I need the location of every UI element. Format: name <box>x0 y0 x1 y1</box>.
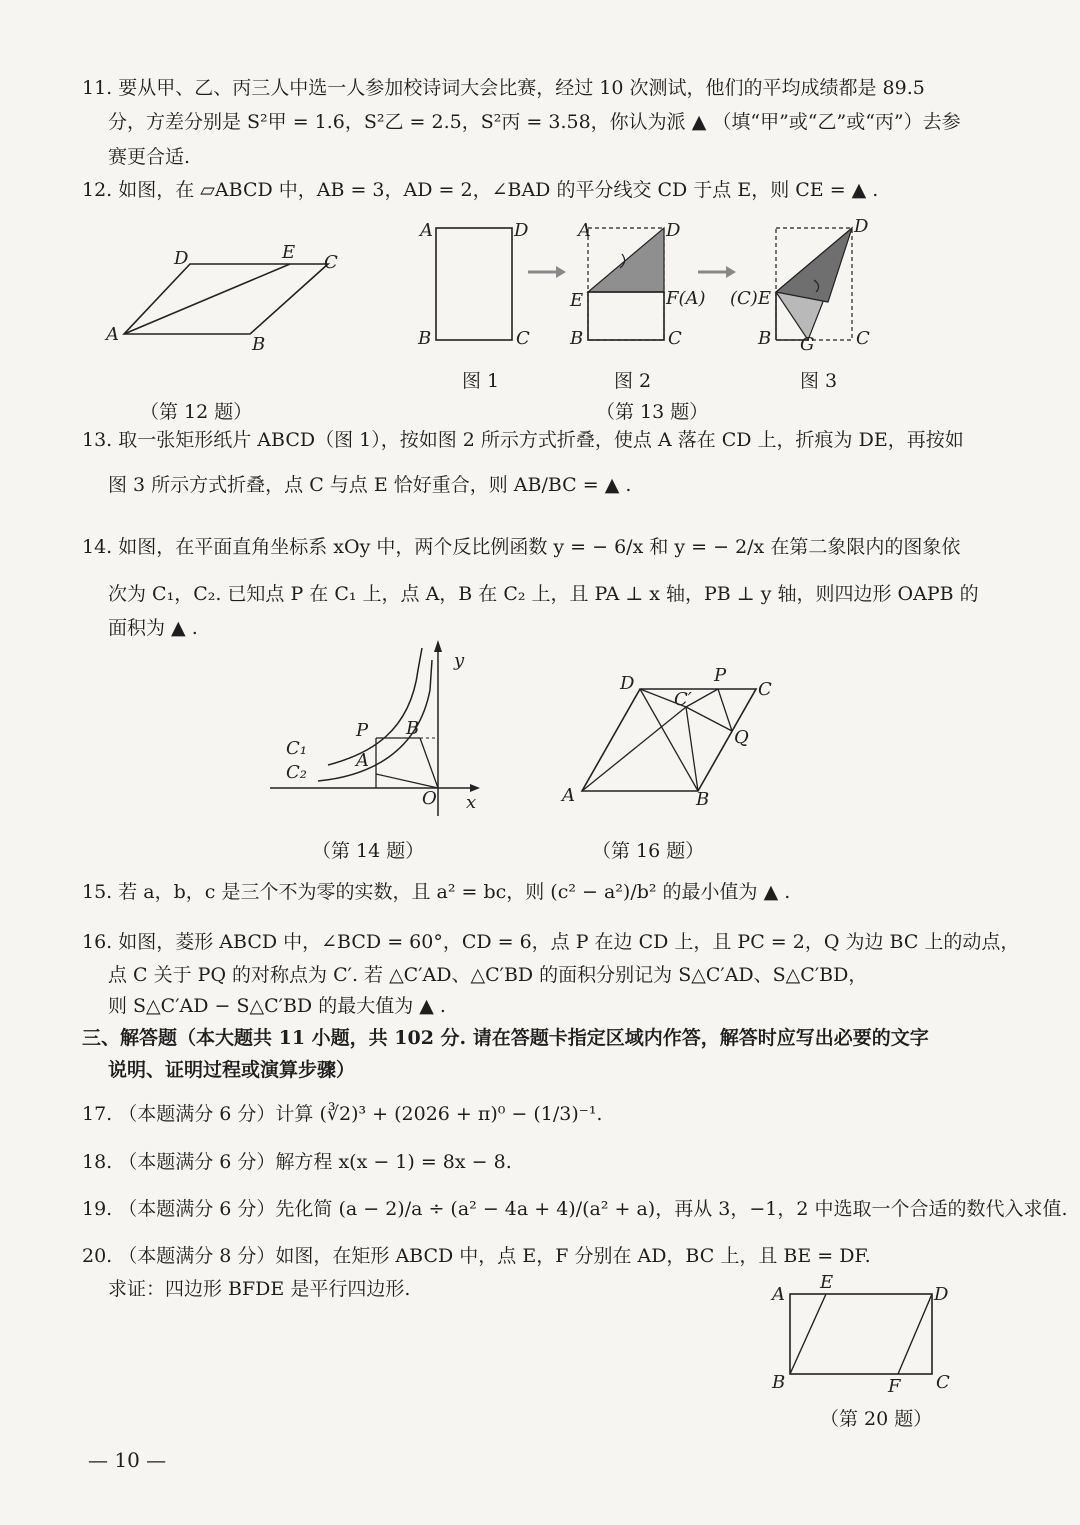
q14-line2: 次为 C₁，C₂. 已知点 P 在 C₁ 上，点 A，B 在 C₂ 上，且 PA ⊥ x 轴，PB ⊥ y 轴，则四边形 OAPB 的 <box>108 583 979 605</box>
q16-segment-BCp <box>686 707 698 791</box>
q20-label-E: E <box>820 1272 834 1293</box>
q20-caption: （第 20 题） <box>820 1408 933 1430</box>
q13-fig3-G: G <box>800 334 815 355</box>
q11-line2: 分，方差分别是 S²甲 = 1.6，S²乙 = 2.5，S²丙 = 3.58，你认为派 ▲ （填“甲”或“乙”或“丙”）去参 <box>108 111 961 133</box>
q20-label-F: F <box>888 1376 901 1397</box>
q19-text: 19. （本题满分 6 分）先化简 (a − 2)/a ÷ (a² − 4a + 4)/(a² + a)，再从 3，−1，2 中选取一个合适的数代入求值. <box>82 1198 1068 1220</box>
q16-label-B: B <box>696 789 710 810</box>
q13-fig1-B: B <box>418 328 432 349</box>
q13-fig2-folded-triangle <box>588 228 664 292</box>
q11-line1: 11. 要从甲、乙、丙三人中选一人参加校诗词大会比赛，经过 10 次测试，他们的平均成绩都是 89.5 <box>82 77 925 99</box>
q14-label-O: O <box>422 788 437 809</box>
q16-line3: 则 S△C′AD − S△C′BD 的最大值为 ▲ . <box>108 995 446 1017</box>
q20-rectangle <box>790 1294 932 1374</box>
q14-label-B: B <box>406 718 420 739</box>
q20-line1: 20. （本题满分 8 分）如图，在矩形 ABCD 中，点 E，F 分别在 AD，BC 上，且 BE = DF. <box>82 1245 871 1267</box>
q13-fig3-dark-piece <box>776 228 852 302</box>
q13-arrowhead-2 <box>726 266 736 278</box>
q14-label-C2: C₂ <box>286 762 307 783</box>
q14-label-C1: C₁ <box>286 738 307 759</box>
q14-label-A: A <box>356 750 369 771</box>
q12-label-A: A <box>106 324 119 345</box>
q13-arrowhead-1 <box>556 266 566 278</box>
q13-fig3-D: D <box>854 216 869 237</box>
q14-y-arrow <box>434 640 442 652</box>
q13-fig3-caption: 图 3 <box>800 370 838 392</box>
q12-bisector-AE <box>124 264 290 334</box>
q13-caption: （第 13 题） <box>596 401 709 423</box>
q15-text: 15. 若 a，b，c 是三个不为零的实数，且 a² = bc，则 (c² − a²)/b² 的最小值为 ▲ . <box>82 881 791 903</box>
q13-line1: 13. 取一张矩形纸片 ABCD（图 1），按如图 2 所示方式折叠，使点 A 落在 CD 上，折痕为 DE，再按如 <box>82 429 964 451</box>
q12-label-D: D <box>174 248 189 269</box>
q20-label-A: A <box>772 1284 785 1305</box>
q13-fig2-FA: F(A) <box>666 288 706 309</box>
q12-label-E: E <box>282 242 296 263</box>
q14-label-y: y <box>454 650 465 671</box>
q16-label-C: C <box>758 679 772 700</box>
q14-segment-AO <box>376 774 438 788</box>
q16-label-Cp: C′ <box>674 689 692 710</box>
q20-label-C: C <box>936 1372 950 1393</box>
q18-text: 18. （本题满分 6 分）解方程 x(x − 1) = 8x − 8. <box>82 1151 512 1173</box>
q12-label-C: C <box>324 252 338 273</box>
q20-line2: 求证：四边形 BFDE 是平行四边形. <box>108 1278 411 1300</box>
q14-figure <box>270 640 500 820</box>
q13-fig3-B: B <box>758 328 772 349</box>
q12-figure <box>100 240 360 355</box>
q16-segment-ACp <box>582 707 686 791</box>
q20-segment-FD <box>898 1294 932 1374</box>
q13-figure <box>410 210 890 355</box>
q13-fig2-bottom-rect <box>588 292 664 340</box>
q16-label-A: A <box>562 785 575 806</box>
page-number: — 10 — <box>88 1448 167 1472</box>
q14-caption: （第 14 题） <box>312 840 425 862</box>
q20-label-D: D <box>934 1284 949 1305</box>
q14-label-x: x <box>466 792 477 813</box>
q13-fig1-D: D <box>514 220 529 241</box>
q16-label-D: D <box>620 673 635 694</box>
q12-parallelogram <box>124 264 328 334</box>
q20-figure <box>768 1268 968 1397</box>
q16-figure <box>560 665 790 810</box>
q13-fig2-E: E <box>570 290 584 311</box>
q13-fig1-rect <box>436 228 512 340</box>
q13-fig1-caption: 图 1 <box>462 370 500 392</box>
q13-fig2-C: C <box>668 328 682 349</box>
q14-segment-BO <box>420 738 438 788</box>
q13-fig1-C: C <box>516 328 530 349</box>
q16-caption: （第 16 题） <box>592 840 705 862</box>
section3-heading: 三、解答题（本大题共 11 小题，共 102 分. 请在答题卡指定区域内作答，解答时应写出必要的文字 <box>82 1027 929 1049</box>
q13-fig2-B: B <box>570 328 584 349</box>
q20-segment-BE <box>790 1294 826 1374</box>
q14-line3: 面积为 ▲ . <box>108 617 198 639</box>
q14-label-P: P <box>356 720 369 741</box>
q12-caption: （第 12 题） <box>140 401 253 423</box>
q14-x-arrow <box>470 784 480 792</box>
q13-fig2-A: A <box>578 220 591 241</box>
q14-line1: 14. 如图，在平面直角坐标系 xOy 中，两个反比例函数 y = − 6/x 和 y = − 2/x 在第二象限内的图象依 <box>82 536 961 558</box>
q13-fig1-A: A <box>420 220 433 241</box>
q12-text: 12. 如图，在 ▱ABCD 中，AB = 3，AD = 2，∠BAD 的平分线交 CD 于点 E，则 CE = ▲ . <box>82 179 879 201</box>
q17-text: 17. （本题满分 6 分）计算 (∛2)³ + (2026 + π)⁰ − (1/3)⁻¹. <box>82 1103 603 1125</box>
q14-curve-C1 <box>328 648 422 765</box>
q16-label-Q: Q <box>734 727 749 748</box>
q13-fig2-caption: 图 2 <box>614 370 652 392</box>
q16-label-P: P <box>714 665 727 686</box>
q13-fig3-C: C <box>856 328 870 349</box>
q20-label-B: B <box>772 1372 786 1393</box>
q13-fig2-D: D <box>666 220 681 241</box>
q12-label-B: B <box>252 334 266 355</box>
q11-line3: 赛更合适. <box>108 146 191 168</box>
q13-line2: 图 3 所示方式折叠，点 C 与点 E 恰好重合，则 AB/BC = ▲ . <box>108 474 632 496</box>
section3-heading-cont: 说明、证明过程或演算步骤） <box>108 1059 356 1081</box>
q16-line1: 16. 如图，菱形 ABCD 中，∠BCD = 60°，CD = 6，点 P 在边 CD 上，且 PC = 2，Q 为边 BC 上的动点， <box>82 931 1020 953</box>
q16-line2: 点 C 关于 PQ 的对称点为 C′. 若 △C′AD、△C′BD 的面积分别记为 S△C′AD、S△C′BD， <box>108 964 868 986</box>
q13-fig3-CE: (C)E <box>730 288 771 309</box>
